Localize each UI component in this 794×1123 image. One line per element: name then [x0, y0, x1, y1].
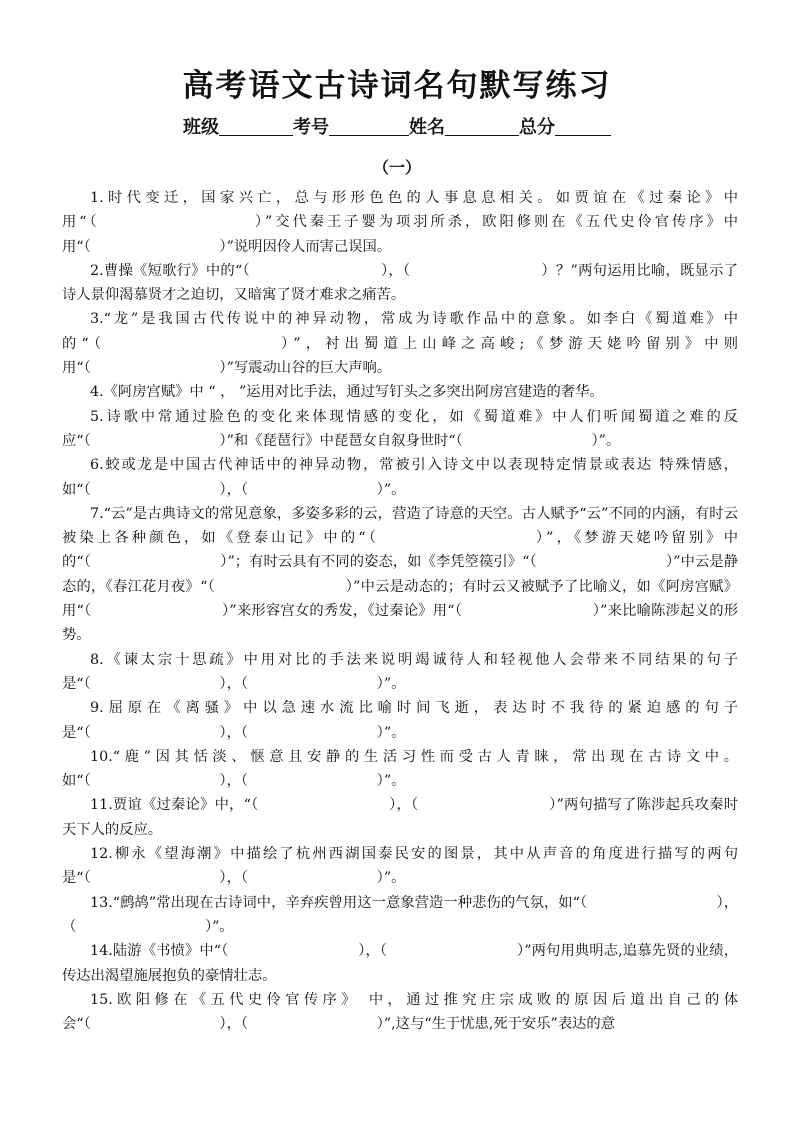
question-item: 5.诗歌中常通过脸色的变化来体现情感的变化，如《蜀道难》中人们听闻蜀道之难的反应“（ ）”和《琵琶行》中琵琶女自叙身世时“（ ）”。 — [62, 408, 738, 449]
section-heading: （一） — [372, 158, 421, 177]
question-item: 11.贾谊《过秦论》中，“（ ），（ ）”两句描写了陈涉起兵攻秦时天下人的反应。 — [62, 797, 738, 838]
question-item: 12.柳永《望海潮》中描绘了杭州西湖国泰民安的图景，其中从声音的角度进行描写的两句是“（ ），（ ）”。 — [62, 846, 738, 887]
exam-no-blank[interactable] — [329, 117, 409, 136]
question-item: 2.曹操《短歌行》中的“（ ），（ ）？”两句运用比喻，既显示了诗人景仰渴慕贤才之迫切，又暗寓了贤才难求之痛苦。 — [62, 262, 738, 304]
class-blank[interactable] — [219, 117, 293, 136]
question-item: 10.“鹿”因其恬淡、惬意且安静的生活习性而受古人青睐，常出现在古诗文中。如“（ ），（ ）”。 — [62, 748, 738, 790]
score-label: 总分 — [519, 117, 555, 138]
question-item: 8.《谏太宗十思疏》中用对比的手法来说明竭诚待人和轻视他人会带来不同结果的句子是“（ ），（ ）”。 — [62, 651, 738, 692]
question-item: 13.“鹧鸪”常出现在古诗词中，辛弃疾曾用这一意象营造一种悲伤的气氛，如“（ ），（ ）”。 — [62, 894, 738, 935]
question-item: 4.《阿房宫赋》中 “ ， ”运用对比手法，通过写钉头之多突出阿房宫建造的奢华。 — [90, 384, 604, 401]
question-item: 7.“云”是古典诗文的常见意象，多姿多彩的云，营造了诗意的天空。古人赋予“云”不同的内涵，有时云被染上各种颜色，如《登泰山记》中的“（ ）”，《梦游天姥吟留别》中的“（ ）”；有时云具有不同的姿态，如《李凭箜篌引》“（ ）”中云是静态的，《春江花月夜》“（ ）”中云是动态的；有时云又被赋予了比喻义，如《阿房宫赋》用“（ ）”来形容宫女的秀发，《过秦论》用“（ ）”来比喻陈涉起义的形势。 — [62, 505, 738, 644]
question-item: 1.时代变迁，国家兴亡，总与形形色色的人事息息相关。如贾谊在《过秦论》中用“（ ）”交代秦王子婴为项羽所杀，欧阳修则在《五代史伶官传序》中用“（ ）”说明因伶人而害己误国。 — [62, 190, 738, 255]
question-list — [62, 186, 738, 1036]
question-item: 9.屈原在《离骚》中以急速水流比喻时间飞逝，表达时不我待的紧迫感的句子是“（ ），（ ）”。 — [62, 700, 738, 741]
document-title: 高考语文古诗词名句默写练习 — [182, 68, 612, 104]
class-label: 班级 — [183, 117, 219, 138]
question-item: 6.蛟或龙是中国古代神话中的神异动物，常被引入诗文中以表现特定情景或表达 特殊情感，如“（ ），（ ）”。 — [62, 457, 738, 498]
student-info-line — [0, 113, 794, 139]
name-label: 姓名 — [409, 117, 445, 138]
exam-no-label: 考号 — [293, 117, 329, 138]
question-item: 3.“龙”是我国古代传说中的神异动物，常成为诗歌作品中的意象。如李白《蜀道难》中的“（ ）”，衬出蜀道上山峰之高峻;《梦游天姥吟留别》中则用“（ ）”写震动山谷的巨大声响。 — [62, 311, 738, 377]
name-blank[interactable] — [445, 117, 519, 136]
question-item: 14.陆游《书愤》中“（ ），（ ）”两句用典明志,追慕先贤的业绩，传达出渴望施展抱负的豪情壮志。 — [62, 943, 738, 984]
question-item: 15.欧阳修在《五代史伶官传序》 中，通过推究庄宗成败的原因后道出自己的体会“（ ），（ ）”,这与“生于忧患,死于安乐”表达的意 — [62, 991, 738, 1033]
score-blank[interactable] — [555, 117, 611, 136]
